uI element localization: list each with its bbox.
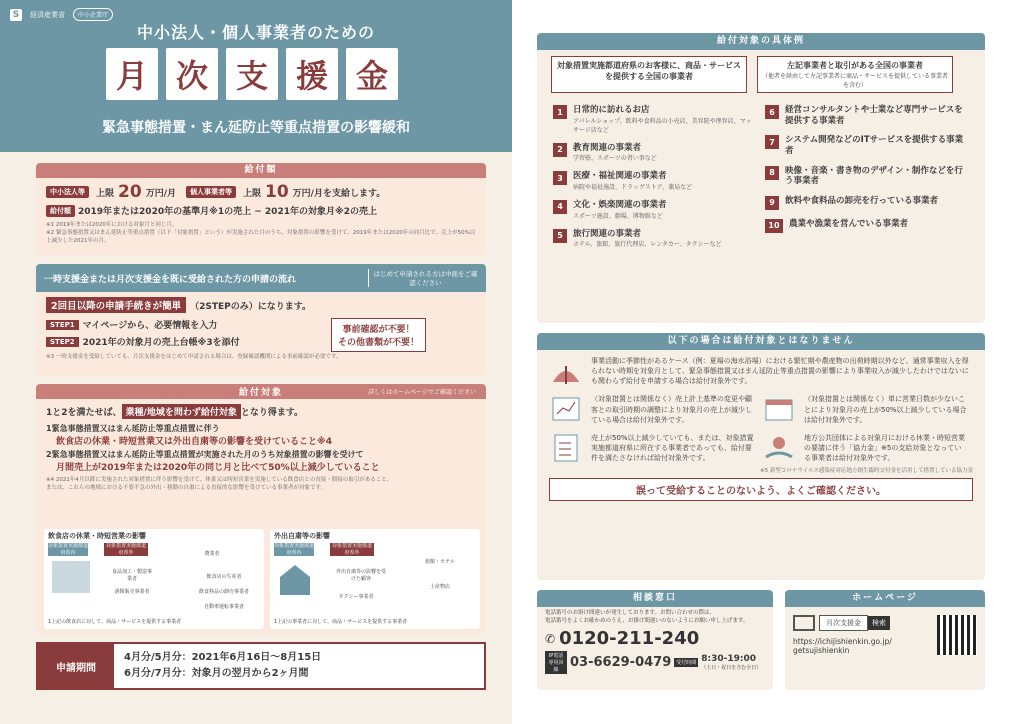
hours: 8:30-19:00 <box>701 654 757 665</box>
corp-value: 20 <box>118 182 142 202</box>
title-char: 援 <box>286 48 338 100</box>
hero-title <box>106 48 398 100</box>
freedial-icon: ✆ <box>545 631 556 646</box>
coin-hand-icon <box>762 433 796 463</box>
example-sub: アパレルショップ、飲料や食料品の小売店、美容院や理容店、マッサージ店など <box>573 117 752 134</box>
title-char: 金 <box>346 48 398 100</box>
example-num: 8 <box>765 166 779 180</box>
examples-heading: 給付対象の具体例 <box>537 33 985 50</box>
ministry-name: 経済産業省 <box>30 10 65 19</box>
formula-row <box>46 204 476 217</box>
search-box[interactable]: 月次支援金 <box>819 615 868 631</box>
example-main: 農業や漁業を営んでいる事業者 <box>789 218 909 229</box>
example-num: 4 <box>553 200 567 214</box>
corp-unit: 万円/月 <box>145 188 176 199</box>
title-char: 月 <box>106 48 158 100</box>
contact-card <box>537 590 773 690</box>
formula-tag: 給付額 <box>46 205 75 217</box>
example-item <box>553 143 753 163</box>
exclusion-text: 売上が50%以上減少していても、または、対象措置実施都道府県に所在する事業者であっても、給付要件を満たさなければ給付対象外です。 <box>591 433 754 463</box>
box-left: 対象措置実施都道府県のお客様に、商品・サービスを提供する全国の事業者 <box>551 56 747 93</box>
cond1-detail: 飲食店の休業・時短営業又は外出自粛等の影響を受けていること※4 <box>56 437 333 447</box>
example-item <box>765 105 965 126</box>
example-item <box>765 219 965 233</box>
right-panel <box>512 0 1024 724</box>
search-button[interactable]: 検索 <box>868 616 890 630</box>
indiv-unit: 万円/月を支給します。 <box>292 188 386 199</box>
formula-text: 2019年または2020年の基準月※1の売上 − 2021年の対象月※2の売上 <box>78 207 377 217</box>
exclusion-case <box>762 433 967 463</box>
corp-tag: 中小法人等 <box>46 186 89 198</box>
example-item <box>765 135 965 156</box>
dia-label: 対象措置実施都道府県外 <box>331 543 372 556</box>
dia-label: 旅館・ホテル <box>425 559 455 565</box>
dia-label: 飲食料品の卸売事業者 <box>198 589 249 595</box>
contact-intro2: 電話番号をよくお確かめのうえ、お掛け間違いのないようにお願い申し上げます。 <box>545 617 749 624</box>
dia-right-footer: 1上記の事業者に対して、商品・サービスを提供する事業者 <box>274 619 408 625</box>
example-num: 10 <box>765 219 783 233</box>
qr-code-icon[interactable] <box>937 615 977 655</box>
first-time-note: はじめて申請される方は中面をご確認ください <box>368 269 478 287</box>
example-sub: 学習塾、スポーツの習い事など <box>573 155 657 163</box>
example-main: 経営コンサルタントや士業など専門サービスを提供する事業者 <box>785 105 963 126</box>
homepage-card <box>785 590 985 690</box>
period-line2: 6月分/7月分：対象月の翌月から2ヶ月間 <box>124 668 309 679</box>
example-main: 飲料や食料品の卸売を行っている事業者 <box>785 195 939 206</box>
ip-number[interactable]: 03-6629-0479 <box>570 655 672 671</box>
hero-subtitle: 中小法人・個人事業者のための <box>136 23 375 42</box>
easy-box: 2回目以降の申請手続きが簡単 <box>46 297 186 313</box>
example-sub: ホテル、旅館、旅行代理店、レンタカー、タクシーなど <box>573 241 722 249</box>
dia-label: 対象措置実施都道府県外 <box>105 543 146 556</box>
examples-card <box>537 33 985 323</box>
restaurant-icon <box>52 561 90 593</box>
example-sub: 病院や福祉施設、ドラッグストア、薬局など <box>573 183 693 191</box>
step1-text: マイページから、必要情報を入力 <box>82 321 218 331</box>
amount-heading: 給付額 <box>36 163 486 178</box>
examples-left-col <box>553 105 753 257</box>
exclusions-heading: 以下の場合は給付対象とはなりません <box>537 333 985 350</box>
example-main: 医療・福祉関連の事業者 <box>573 171 667 182</box>
house-icon <box>280 565 310 595</box>
note5: ※5 新型コロナウイルス感染症対応地方創生臨時交付金を活用して措置している協力金 <box>759 468 973 475</box>
exclusion-text: （対象措置とは関係なく）単に営業日数が少ないことにより対象月の売上が50%以上減少している場合は給付対象外です。 <box>804 395 967 424</box>
example-item <box>553 171 753 191</box>
dia-label: 土産物店 <box>429 584 450 590</box>
example-item <box>553 105 753 134</box>
cond2-detail: 月間売上が2019年または2020年の同じ月と比べて50%以上減少していること <box>56 463 380 473</box>
dia-label: 食品加工・製造事業者 <box>112 569 153 582</box>
example-item <box>553 200 753 220</box>
amount-limits <box>46 182 476 202</box>
box-right-sub: （他者を経由して左記事業者に商品・サービスを提供している事業者を含む） <box>761 73 948 89</box>
exclusion-case <box>549 433 754 463</box>
example-main: システム開発などのITサービスを提供する事業者 <box>785 135 964 156</box>
example-num: 2 <box>553 143 567 157</box>
no-docs-text: その他書類が不要！ <box>337 338 419 348</box>
corp-prefix: 上限 <box>96 188 115 199</box>
example-item <box>765 166 965 187</box>
computer-icon <box>793 615 815 631</box>
see-hp-note: 詳しくはホームページでご確認ください <box>368 389 476 396</box>
exclusion-text: 事業活動に季節性があるケース（例：夏場の海水浴場）における繁忙期や農産物の出荷時期以外など、通常事業収入を得られない時期を対象月として、緊急事態措置又はまん延防止等重点措置の影響により事業収入が減少したわけではないにも関わらず給付を申請する場合は給付対象外です。 <box>591 357 969 386</box>
example-main: 日常的に訪れるお店 <box>573 105 650 115</box>
example-main: 文化・娯楽関連の事業者 <box>573 199 667 210</box>
sme-agency-mark: 中小企業庁 <box>73 8 113 21</box>
example-num: 6 <box>765 105 779 119</box>
example-main: 旅行関連の事業者 <box>573 228 642 239</box>
exclusions-card <box>537 333 985 580</box>
note4b: または、これらの地域における不要不急の外出・移動の自粛による直接的な影響を受けている事業者が対象です。 <box>46 485 327 491</box>
chart-icon <box>549 394 583 424</box>
dia-label: 自動車運転事業者 <box>203 604 244 610</box>
example-item <box>765 196 965 210</box>
dia-label: 対象措置実施都道府県内 <box>274 543 315 556</box>
dia-label: 対象措置実施都道府県内 <box>48 543 89 556</box>
exclusion-text: 地方公共団体による対象月における休業・時短営業の要請に伴う「協力金」※5の支給対象となっている事業者は給付対象外です。 <box>804 433 965 463</box>
example-num: 7 <box>765 135 779 149</box>
example-num: 9 <box>765 196 779 210</box>
dia-label: 飲食店の生産者 <box>206 574 242 580</box>
dia-label: 農業者 <box>204 551 220 557</box>
indiv-value: 10 <box>265 182 289 202</box>
exclusion-text: （対象措置とは関係なく）売上計上基準の変更や顧客との取引時期の調整により対象月の売上が減少している場合は給付対象外です。 <box>591 395 752 424</box>
hours-note: （土日・祝日を含む全日） <box>701 665 762 672</box>
cond1-title: 1緊急事態措置又はまん延防止等重点措置に伴う <box>46 424 220 433</box>
lead-box: 業種/地域を問わず給付対象 <box>122 404 241 419</box>
no-confirm-text: 事前確認が不要！ <box>342 325 415 335</box>
step1-tag: STEP1 <box>46 320 79 330</box>
contact-heading: 相談窓口 <box>537 590 773 607</box>
exclusion-case <box>762 394 967 424</box>
homepage-url-path[interactable]: getsujishienkin <box>793 646 850 655</box>
beach-icon <box>549 356 583 386</box>
easy-suffix: （2STEPのみ）になります。 <box>190 301 312 312</box>
lead-text: 1と2を満たせば、 <box>46 408 122 418</box>
dia-label: 外出自粛等の影響を受けた顧客 <box>336 569 387 582</box>
eligibility-heading: 給付対象 <box>238 388 283 398</box>
box-right-title: 左記事業者と取引がある全国の事業者 <box>787 61 923 70</box>
hero-banner <box>0 0 512 152</box>
checklist-icon <box>549 433 583 463</box>
dia-right-title: 外出自粛等の影響 <box>274 532 330 540</box>
step2-text: 2021年の対象月の売上台帳※3を添付 <box>82 338 240 348</box>
freedial-number[interactable]: 0120-211-240 <box>559 628 700 650</box>
example-num: 3 <box>553 171 567 185</box>
ip-tag: IP電話専用回線 <box>545 651 567 674</box>
title-char: 支 <box>226 48 278 100</box>
example-main: 教育関連の事業者 <box>573 142 642 153</box>
example-main: 映像・音楽・書き物のデザイン・制作などを行う事業者 <box>785 165 963 187</box>
dia-left-title: 飲食店の休業・時短営業の影響 <box>48 532 146 540</box>
exclusion-case <box>549 356 973 386</box>
indiv-prefix: 上限 <box>242 188 261 199</box>
outing-diagram <box>270 529 480 629</box>
eligibility-card <box>36 384 486 634</box>
period-label: 申請期間 <box>38 644 114 688</box>
title-char: 次 <box>166 48 218 100</box>
warning-banner: 誤って受給することのないよう、よくご確認ください。 <box>549 478 973 501</box>
calendar-icon <box>762 394 796 424</box>
homepage-url[interactable]: https://ichijishienkin.go.jp/ <box>793 637 892 646</box>
amount-note2: ※2 緊急事態措置又はまん延防止等重点措置（以下「対象措置」という）が実施された月のうち、対象措置の影響を受けて、2019年または2020年の同月比で、売上が50%以上減少した2021年の月。 <box>46 230 476 244</box>
flow-card <box>36 264 486 376</box>
flow-heading: 一時支援金または月次支援金を既に受給された方の申請の流れ <box>44 274 297 285</box>
hero-tagline: 緊急事態措置・まん延防止等重点措置の影響緩和 <box>102 120 410 136</box>
hours-tag: 受付時間 <box>676 660 697 667</box>
example-item <box>553 229 753 249</box>
lead-suffix: となり得ます。 <box>240 408 304 418</box>
period-line1: 4月分/5月分：2021年6月16日〜8月15日 <box>124 652 322 663</box>
contact-intro1: 電話番号のお掛け間違いが発生しております。お問い合わせの際は、 <box>545 610 716 616</box>
exclusion-case <box>549 394 754 424</box>
amount-note1: ※1 2019年または2020年における対象月と同じ月。 <box>46 222 178 228</box>
homepage-heading: ホームページ <box>785 590 985 607</box>
dia-label: 酒類販売事業者 <box>114 589 150 595</box>
flow-note3: ※3 一時支援金を受給していても、月次支援金をはじめて申請される場合は、登録確認機関による事前確認が必要です。 <box>46 354 342 360</box>
example-sub: スポーツ施設、劇場、博物館など <box>573 212 663 220</box>
no-docs-box <box>331 318 426 352</box>
note4a: ※4 2021年4月以降に実施された対象措置に伴う影響を受けて、休業又は時短営業を実施している飲食店との直接・間接の取引があること。 <box>46 477 393 483</box>
period-box <box>36 642 486 690</box>
box-right <box>757 56 953 93</box>
dia-label: タクシー事業者 <box>338 594 374 600</box>
cond2-title: 2緊急事態措置又はまん延防止等重点措置が実施された月のうち対象措置の影響を受けて <box>46 450 364 459</box>
step2-tag: STEP2 <box>46 337 79 347</box>
amount-card <box>36 163 486 255</box>
ministry-logo-icon: S <box>10 9 22 21</box>
indiv-tag: 個人事業者等 <box>186 186 236 198</box>
example-num: 1 <box>553 105 567 119</box>
dia-left-footer: 1上記の飲食店に対して、商品・サービスを提供する事業者 <box>48 619 182 625</box>
examples-right-col <box>765 105 965 257</box>
example-num: 5 <box>553 229 567 243</box>
restaurant-diagram <box>44 529 264 629</box>
